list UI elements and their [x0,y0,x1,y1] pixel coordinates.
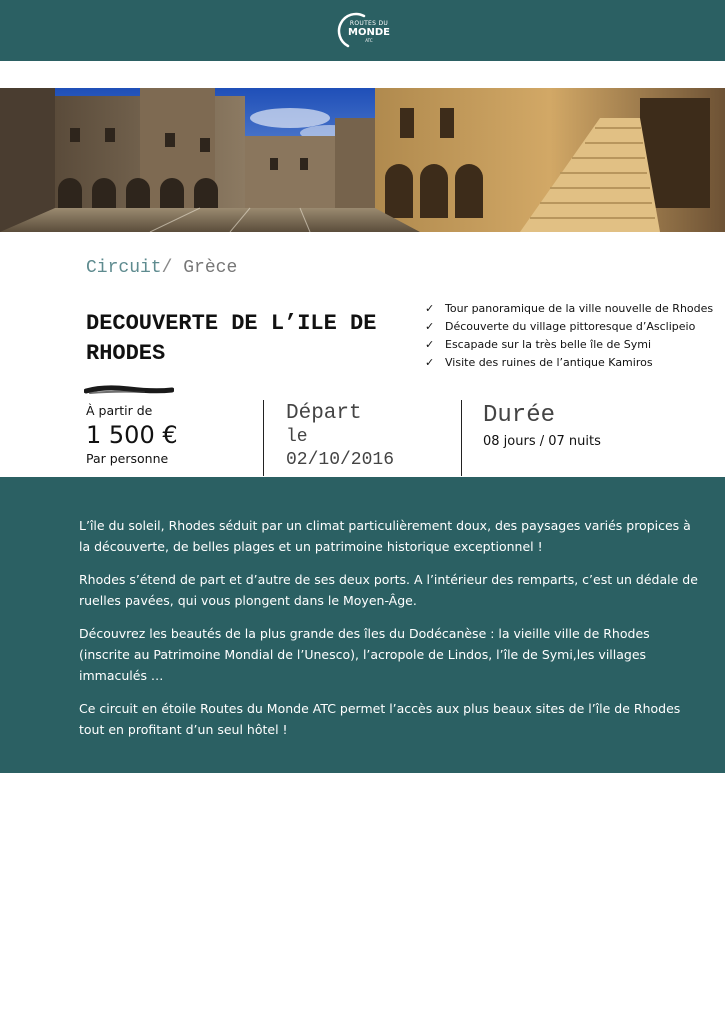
price-from-label: À partir de [86,403,153,418]
highlight-text: Visite des ruines de l’antique Kamiros [445,356,653,369]
brush-stroke-icon [84,385,174,397]
departure-date: 02/10/2016 [286,450,395,470]
check-icon: ✓ [425,356,435,369]
page-title: DECOUVERTE DE L’ILE DE RHODES [86,311,377,366]
highlight-text: Tour panoramique de la ville nouvelle de Rhodes [445,302,714,315]
duration-block [483,402,601,449]
price-value: 1 500 € [86,421,178,449]
duration-value: 08 jours / 07 nuits [483,434,601,449]
description-paragraph: Ce circuit en étoile Routes du Monde ATC permet l’accès aux plus beaux sites de l’île de Rhodes tout en profitant d’un seul hôtel ! [79,701,681,737]
breadcrumb-country[interactable]: Grèce [183,258,238,278]
divider [461,400,462,476]
list-item [425,354,715,372]
breadcrumb-category[interactable]: Circuit [86,258,162,278]
highlight-text: Escapade sur la très belle île de Symi [445,338,652,351]
breadcrumb-separator: / [161,258,173,278]
list-item [425,300,715,318]
departure-le: le [286,427,308,447]
list-item [425,318,715,336]
price-block [86,403,256,466]
list-item [425,336,715,354]
description-section [0,477,725,773]
logo-line-1: ROUTES DU [349,20,389,27]
check-icon: ✓ [425,302,435,315]
highlights-list [425,300,715,372]
description-paragraph: Découvrez les beautés de la plus grande des îles du Dodécanèse : la vieille ville de Rhodes (inscrite au Patrimoine Mondial de l’Unesco), l’acropole de Lindos, l’île de Symi,les villages immaculés … [79,626,650,683]
divider [263,400,264,476]
breadcrumb [86,258,237,278]
duration-heading: Durée [483,402,556,429]
logo-wordmark [348,21,390,43]
price-per-label: Par personne [86,451,169,466]
hero-image [0,88,725,232]
courtyard-photo-icon [0,88,725,232]
departure-heading: Départ [286,402,362,425]
departure-block [286,402,394,472]
check-icon: ✓ [425,338,435,351]
highlight-text: Découverte du village pittoresque d’Asclipeio [445,320,696,333]
brand-logo[interactable] [336,12,392,50]
logo-line-3: ATC [365,38,373,43]
description-body [79,515,699,752]
check-icon: ✓ [425,320,435,333]
header-bar [0,0,725,61]
description-paragraph: Rhodes s’étend de part et d’autre de ses deux ports. A l’intérieur des remparts, c’est un dédale de ruelles pavées, qui vous plongent dans le Moyen-Âge. [79,572,698,608]
description-paragraph: L’île du soleil, Rhodes séduit par un climat particulièrement doux, des paysages variés propices à la découverte, de belles plages et un patrimoine historique exceptionnel ! [79,518,691,554]
logo-line-2: MONDE [348,27,390,38]
